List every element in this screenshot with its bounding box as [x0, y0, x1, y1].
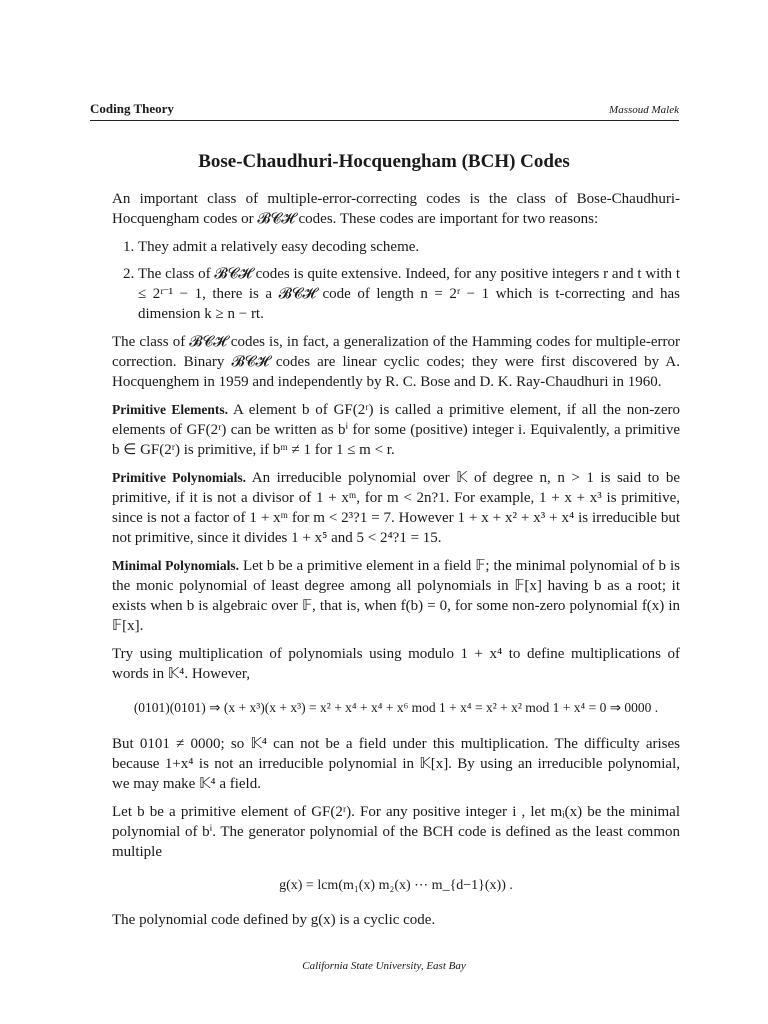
reason-item-1: 1. They admit a relatively easy decoding scheme.	[138, 237, 680, 257]
intro-paragraph: An important class of multiple-error-correcting codes is the class of Bose-Chaudhuri-Hocquengham codes or 𝓑𝓒𝓗 codes. These codes are important for two reasons:	[112, 191, 680, 227]
primitive-elements-text: A element b of GF(2ʳ) is called a primitive element, if all the non-zero elements of GF(2ʳ) can be written as bⁱ for some (positive) integer i. Equivalently, a primitive b ∈ GF(2ʳ) is primitive, if bᵐ ≠ 1 for 1 ≤ m < r.	[112, 402, 680, 458]
page-title: Bose-Chaudhuri-Hocquengham (BCH) Codes	[198, 151, 570, 172]
equation-generator-polynomial: g(x) = lcm(m₁(x) m₂(x) ⋯ m_{d−1}(x)) .	[279, 878, 513, 893]
try-paragraph: Try using multiplication of polynomials using modulo 1 + x⁴ to define multiplications of words in 𝕂⁴. However,	[112, 646, 680, 682]
header-course-title: Coding Theory	[90, 101, 174, 116]
history-paragraph: The class of 𝓑𝓒𝓗 codes is, in fact, a generalization of the Hamming codes for multiple-error correction. Binary 𝓑𝓒𝓗 codes are linear cyclic codes; they were first discovered by A. Hocquenghem in 1959 and independently by R. C. Bose and D. K. Ray-Chaudhuri in 1960.	[112, 334, 680, 390]
closing-paragraph: The polynomial code defined by g(x) is a cyclic code.	[112, 912, 436, 928]
equation-multiplication: (0101)(0101) ⇒ (x + x³)(x + x³) = x² + x⁴ + x⁴ + x⁶ mod 1 + x⁴ = x² + x² mod 1 + x⁴ = 0 ⇒ 0000 .	[133, 700, 659, 715]
header-author: Massoud Malek	[609, 104, 679, 116]
minimal-polynomials-paragraph	[112, 556, 680, 636]
minimal-polynomials-heading: Minimal Polynomials.	[112, 558, 239, 573]
primitive-polynomials-heading: Primitive Polynomials.	[112, 470, 247, 485]
page-footer: California State University, East Bay	[302, 960, 466, 972]
reason-item-2: 2. The class of 𝓑𝓒𝓗 codes is quite extensive. Indeed, for any positive integers r and t with t ≤ 2ʳ⁻¹ − 1, there is a 𝓑𝓒𝓗 code of length n = 2ʳ − 1 which is t-correcting and has dimension k ≥ n − rt.	[138, 264, 680, 324]
but-paragraph: But 0101 ≠ 0000; so 𝕂⁴ can not be a field under this multiplication. The difficulty arises because 1+x⁴ is not an irreducible polynomial in 𝕂[x]. By using an irreducible polynomial, we may make 𝕂⁴ a field.	[112, 736, 680, 792]
document-body	[112, 189, 680, 938]
minimal-polynomials-text: Let b be a primitive element in a field 𝔽; the minimal polynomial of b is the monic polynomial of least degree among all polynomials in 𝔽[x] having b as a root; it exists when b is algebraic over 𝔽, that is, when f(b) = 0, for some non-zero polynomial f(x) in 𝔽[x].	[112, 558, 681, 634]
reasons-list	[112, 237, 680, 324]
primitive-polynomials-paragraph	[112, 468, 680, 548]
primitive-elements-paragraph	[112, 400, 680, 460]
generator-paragraph: Let b be a primitive element of GF(2ʳ). For any positive integer i , let mᵢ(x) be the minimal polynomial of bⁱ. The generator polynomial of the BCH code is defined as the least common multiple	[112, 804, 680, 860]
running-header	[90, 101, 679, 121]
primitive-polynomials-text: An irreducible polynomial over 𝕂 of degree n, n > 1 is said to be primitive, if it is not a divisor of 1 + xᵐ, for m < 2n?1. For example, 1 + x + x³ is primitive, since is not a factor of 1 + xᵐ for m < 2³?1 = 7. However 1 + x + x² + x³ + x⁴ is irreducible but not primitive, since it divides 1 + x⁵ and 5 < 2⁴?1 = 15.	[112, 470, 681, 546]
primitive-elements-heading: Primitive Elements.	[112, 402, 228, 417]
